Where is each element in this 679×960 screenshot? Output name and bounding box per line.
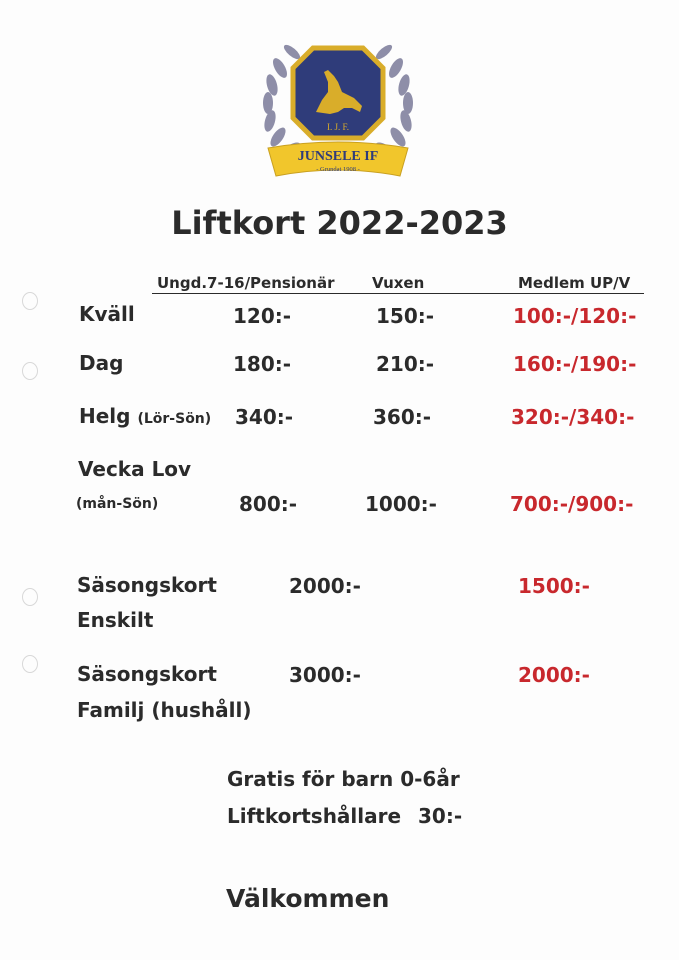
price-vecka-youth: 800:- (239, 492, 298, 516)
price-helg-youth: 340:- (235, 405, 294, 429)
row-label-vecka: Vecka Lov (78, 457, 192, 481)
punch-hole (22, 588, 38, 606)
card-holder-label: Liftkortshållare (227, 804, 402, 828)
price-vecka-adult: 1000:- (365, 492, 437, 516)
price-kvall-member: 100:-/120:- (513, 304, 637, 328)
season-familj-member: 2000:- (518, 663, 590, 687)
column-header-youth: Ungd.7-16/Pensionär (157, 274, 335, 292)
season-enskilt-label2: Enskilt (77, 608, 154, 632)
row-label-helg-text: Helg (79, 404, 131, 428)
row-label-helg (79, 404, 211, 428)
price-kvall-youth: 120:- (233, 304, 292, 328)
logo-founded-text: - Grundat 1908 - (316, 166, 360, 173)
free-children-note: Gratis för barn 0-6år (227, 767, 460, 791)
junsele-if-logo (258, 30, 418, 190)
card-holder-price: 30:- (418, 804, 463, 828)
price-vecka-member: 700:-/900:- (510, 492, 634, 516)
price-helg-member: 320:-/340:- (511, 405, 635, 429)
season-familj-label2: Familj (hushåll) (77, 698, 252, 722)
punch-hole (22, 292, 38, 310)
row-label-vecka-sub: (mån-Sön) (76, 496, 159, 512)
page-title: Liftkort 2022-2023 (171, 204, 508, 242)
season-familj-price: 3000:- (289, 663, 361, 687)
season-enskilt-price: 2000:- (289, 574, 361, 598)
season-familj-label1: Säsongskort (77, 662, 217, 686)
logo-initials: I. J. F. (326, 122, 350, 132)
column-header-adult: Vuxen (372, 274, 425, 292)
welcome-text: Välkommen (226, 884, 390, 913)
column-header-member: Medlem UP/V (518, 274, 631, 292)
price-dag-adult: 210:- (376, 352, 435, 376)
row-label-kvall: Kväll (79, 302, 135, 326)
price-dag-member: 160:-/190:- (513, 352, 637, 376)
price-dag-youth: 180:- (233, 352, 292, 376)
logo-banner-text: JUNSELE IF (297, 149, 379, 164)
row-label-dag: Dag (79, 351, 124, 375)
price-helg-adult: 360:- (373, 405, 432, 429)
row-label-helg-sub: (Lör-Sön) (137, 411, 212, 427)
price-kvall-adult: 150:- (376, 304, 435, 328)
punch-hole (22, 655, 38, 673)
punch-hole (22, 362, 38, 380)
header-divider (152, 293, 644, 294)
season-enskilt-member: 1500:- (518, 574, 590, 598)
season-enskilt-label1: Säsongskort (77, 573, 217, 597)
